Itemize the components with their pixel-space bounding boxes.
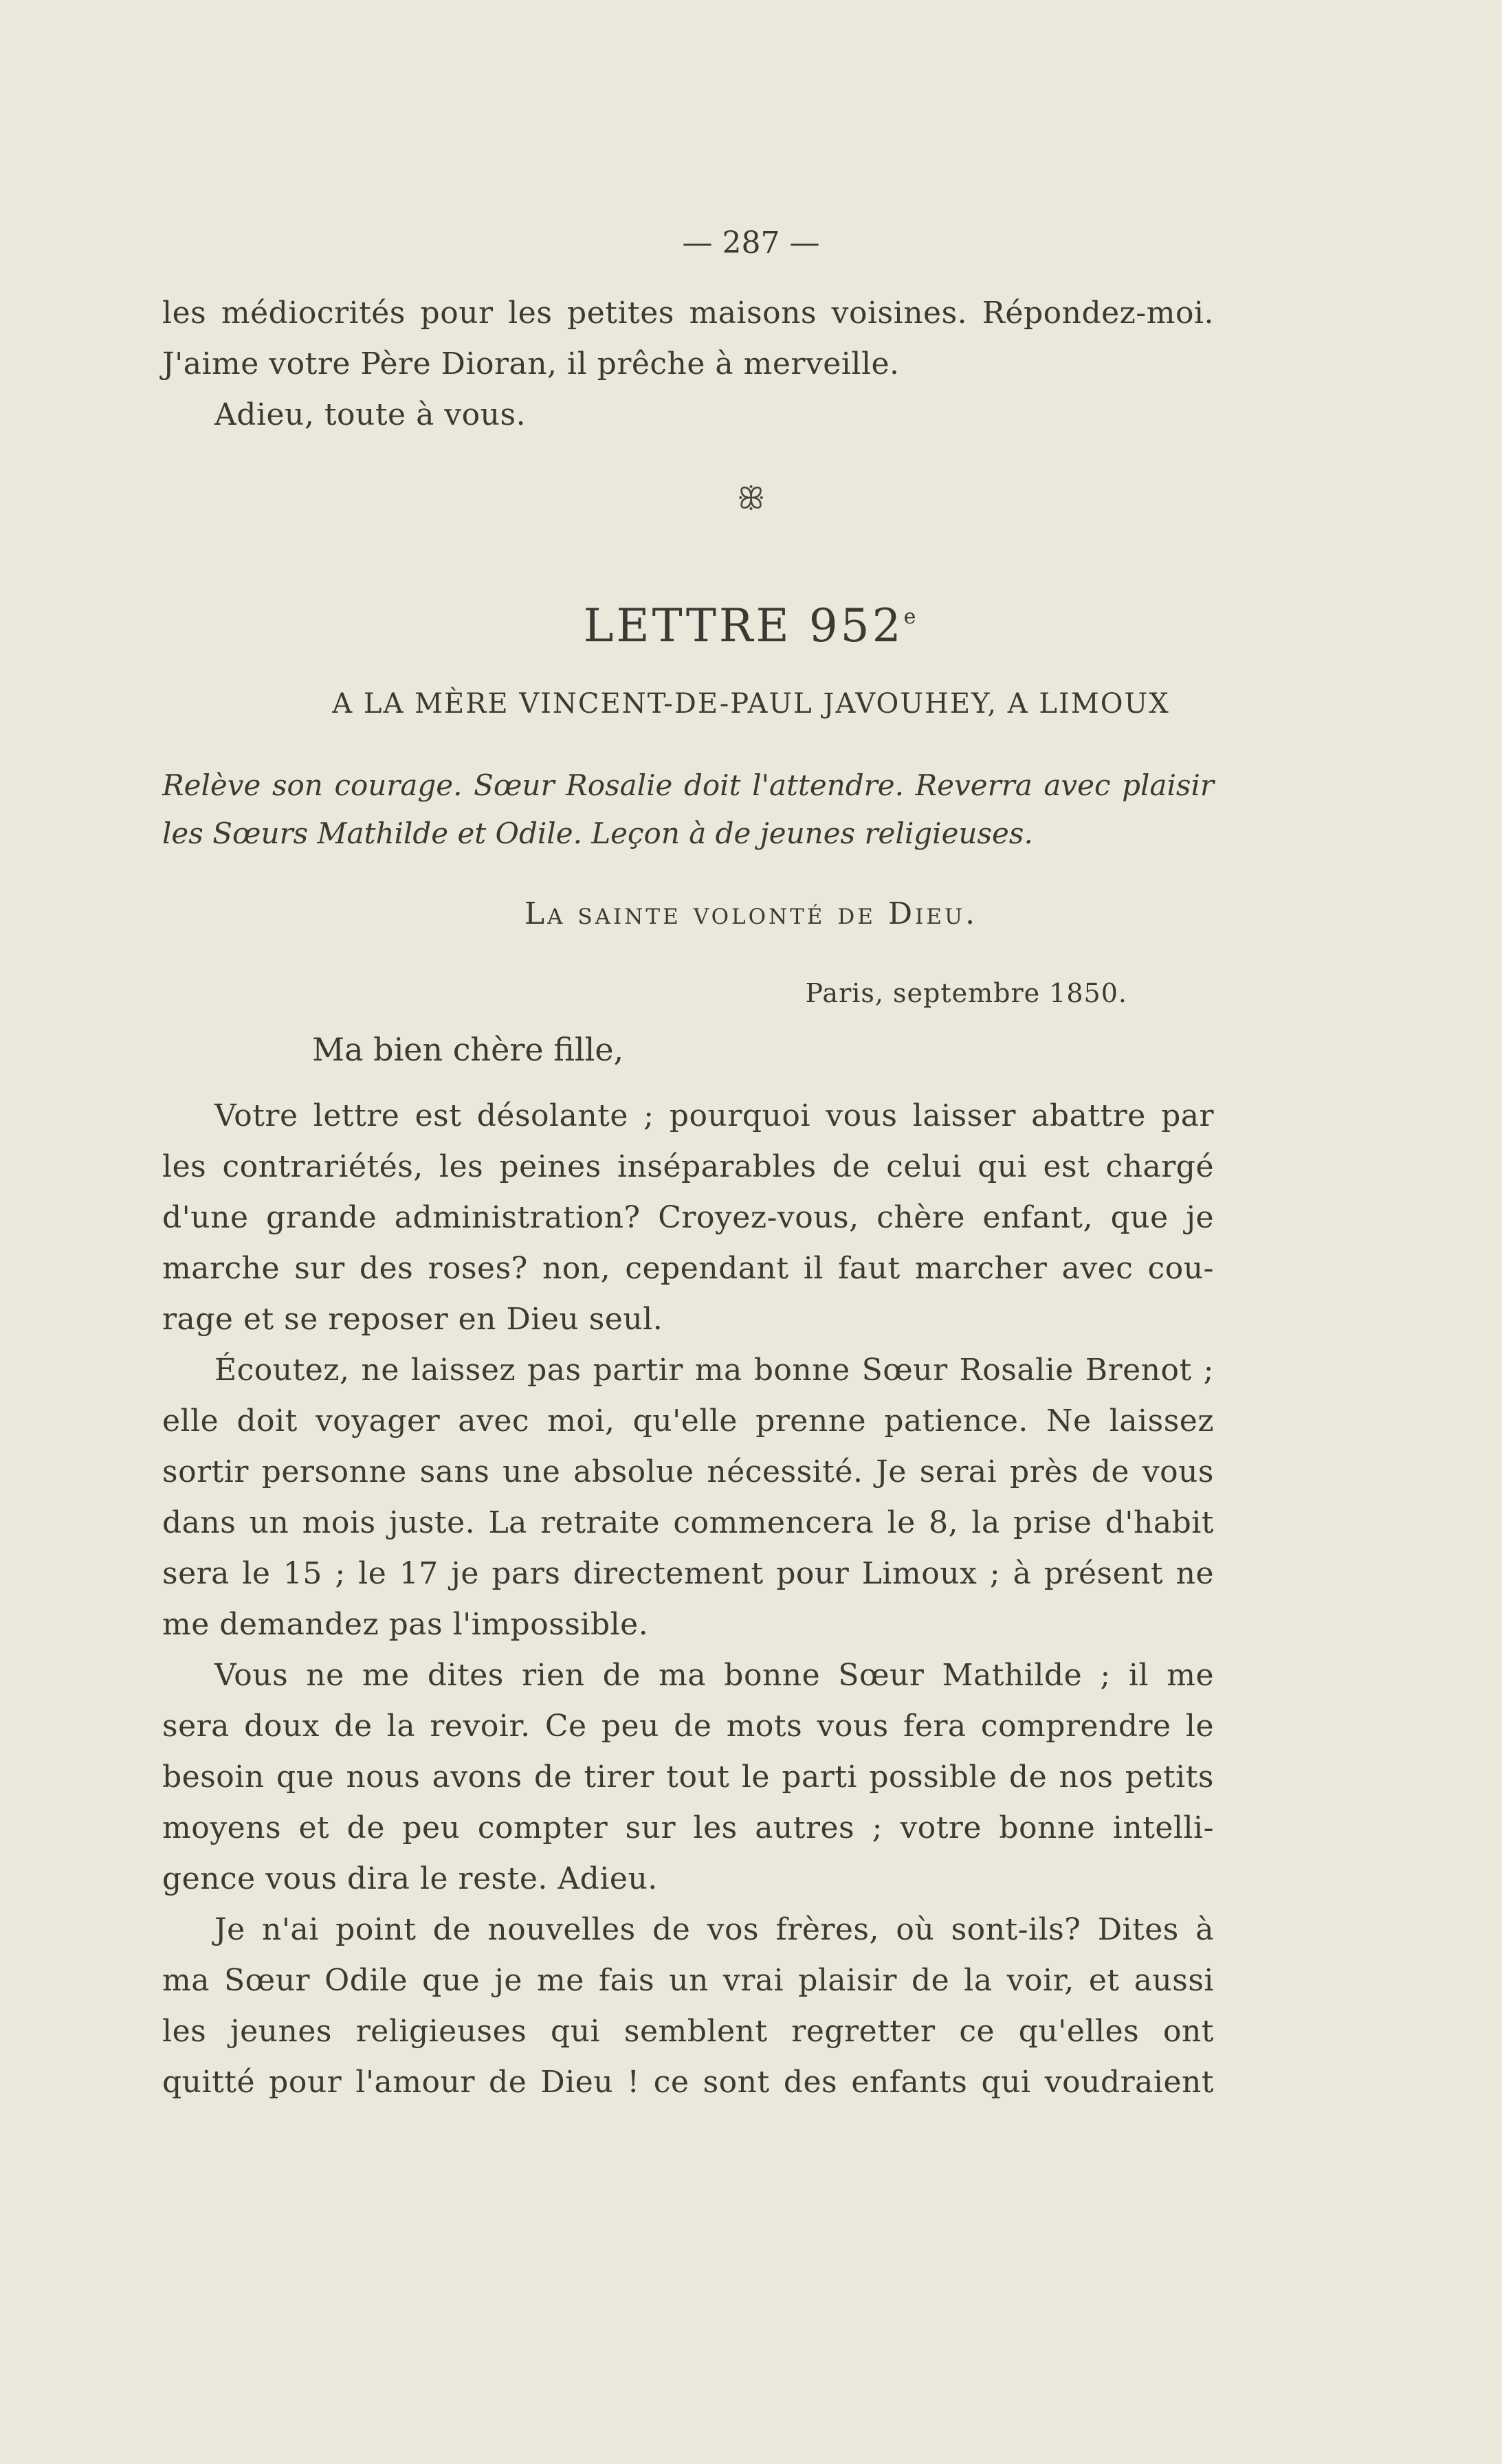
text-line: gence vous dira le reste. Adieu. [162,1861,658,1896]
text-line: Vous ne me dites rien de ma bonne Sœur Mathilde ; il me [214,1658,1214,1693]
text-line: Votre lettre est désolante ; pourquoi vous laisser abattre par [214,1098,1214,1133]
text-line: elle doit voyager avec moi, qu'elle prenne patience. Ne laissez [162,1403,1214,1439]
text-line: J'aime votre Père Dioran, il prêche à merveille. [162,346,900,381]
text-line: d'une grande administration? Croyez-vous, chère enfant, que je [162,1200,1214,1235]
text-line: les jeunes religieuses qui semblent regretter ce qu'elles ont [162,2014,1214,2049]
text-line: rage et se reposer en Dieu seul. [162,1302,663,1337]
text-line: quitté pour l'amour de Dieu ! ce sont des enfants qui voudraient [162,2065,1214,2100]
text-line: les médiocrités pour les petites maisons voisines. Répondez-moi. [162,296,1214,331]
letter-summary-line: Relève son courage. Sœur Rosalie doit l'attendre. Reverra avec plaisir [162,768,1214,802]
text-line: Je n'ai point de nouvelles de vos frères, où sont-ils? Dites à [214,1912,1214,1947]
text-line: Écoutez, ne laissez pas partir ma bonne Sœur Rosalie Brenot ; [214,1353,1214,1388]
dateline: Paris, septembre 1850. [805,978,1127,1008]
salutation: Ma bien chère fille, [312,1031,624,1068]
text-line: Adieu, toute à vous. [214,397,527,432]
motto-heading: La sainte volonté de Dieu. [524,896,978,931]
letter-title-superscript: e [903,605,919,629]
text-line: marche sur des roses? non, cependant il faut marcher avec cou- [162,1251,1214,1286]
fleuron-ornament-icon: ꕥ [737,481,765,516]
text-line: sortir personne sans une absolue nécessité. Je serai près de vous [162,1454,1214,1489]
text-line: ma Sœur Odile que je me fais un vrai plaisir de la voir, et aussi [162,1963,1214,1998]
letter-title [0,590,1502,654]
text-line: besoin que nous avons de tirer tout le parti possible de nos petits [162,1760,1214,1795]
page-number: — 287 — [682,225,820,260]
letter-summary-line: les Sœurs Mathilde et Odile. Leçon à de jeunes religieuses. [162,817,1033,850]
letter-title-text: LETTRE 952 [583,599,904,652]
text-line: les contrariétés, les peines inséparables de celui qui est chargé [162,1149,1214,1184]
text-line: me demandez pas l'impossible. [162,1607,649,1642]
text-line: sera doux de la revoir. Ce peu de mots vous fera comprendre le [162,1709,1214,1744]
letter-recipient: A LA MÈRE VINCENT-DE-PAUL JAVOUHEY, A LIMOUX [332,688,1170,720]
text-line: moyens et de peu compter sur les autres ; votre bonne intelli- [162,1810,1214,1845]
text-line: dans un mois juste. La retraite commencera le 8, la prise d'habit [162,1505,1214,1540]
text-line: sera le 15 ; le 17 je pars directement pour Limoux ; à présent ne [162,1556,1214,1591]
